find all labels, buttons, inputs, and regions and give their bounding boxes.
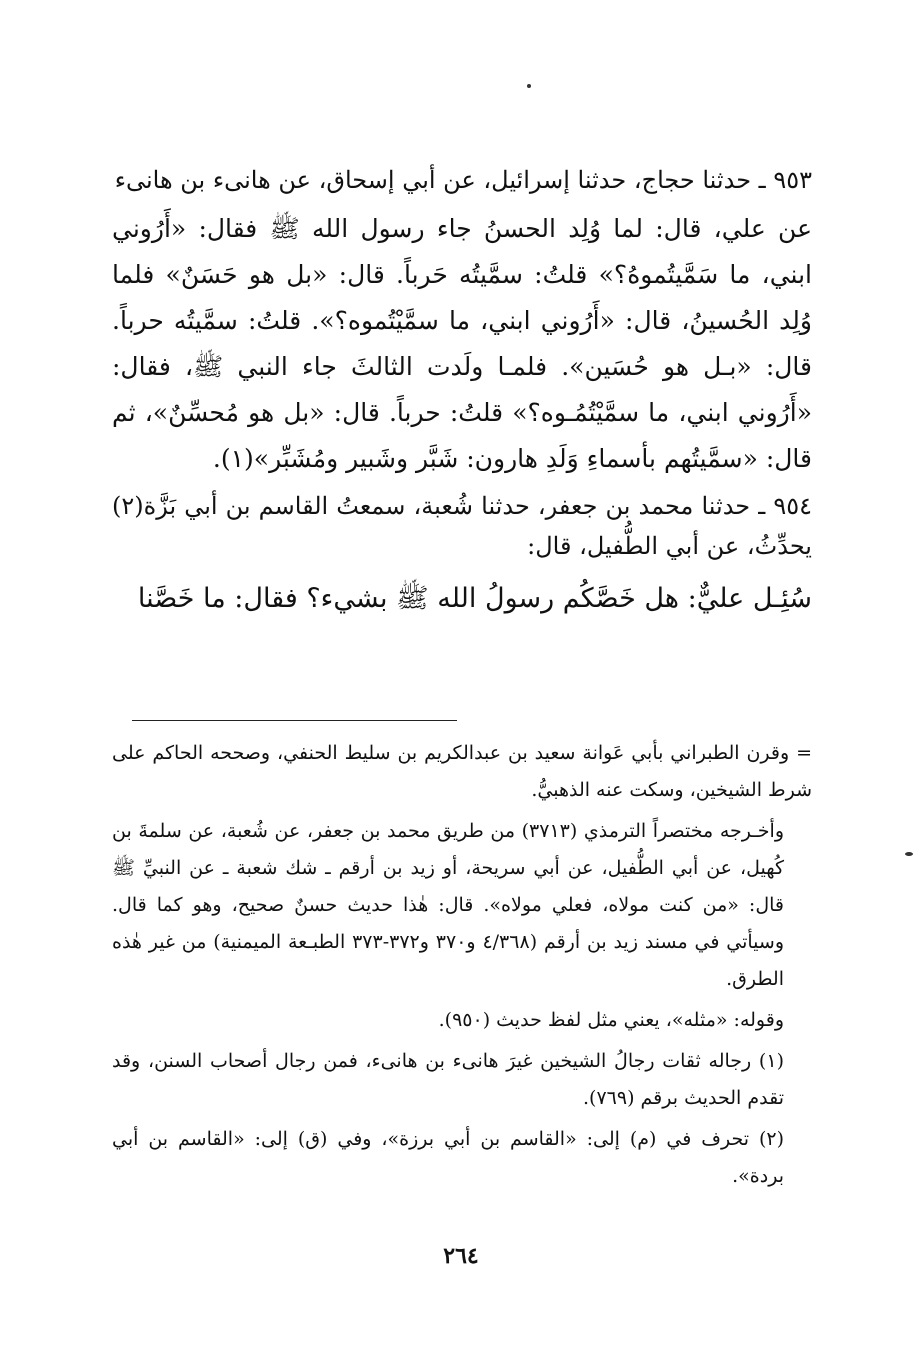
footnote-1: (١) رجاله ثقات رجالُ الشيخين غيرَ هانىء بن هانىء، فمن رجال أصحاب السنن، وقد تقدم الحديث برقم (٧٦٩). <box>112 1050 784 1109</box>
footnote-paragraph: وأخـرجه مختصراً الترمذي (٣٧١٣) من طريق محمد بن جعفر، عن شُعبة، عن سلمةَ بن كُهيل، عن أبي الطُّفيل، عن أبي سريحة، أو زيد بن أرقم ـ شك شعبة ـ عن النبيِّ ﷺ قال: «من كنت مولاه، فعلي مولاه». قال: هٰذا حديث حسنٌ صحيح، وهو كما قال. وسيأتي في مسند زيد بن أرقم (٤/٣٦٨ و٣٧٠ و٣٧٢-٣٧٣ الطبـعة الميمنية) من غير هٰذه الطرق. <box>112 820 785 990</box>
hadith-953-heading: ٩٥٣ ـ حدثنا حجاج، حدثنا إسرائيل، عن أبي إسحاق، عن هانىء بن هانىء <box>114 166 812 194</box>
page-number: ٢٦٤ <box>443 1243 479 1269</box>
footnote-separator <box>132 720 457 721</box>
footnote-2: (٢) تحرف في (م) إلى: «القاسم بن أبي برزة»، وفي (ق) إلى: «القاسم بن أبي بردة». <box>112 1128 784 1187</box>
ink-speck <box>527 84 531 88</box>
footnote-paragraph: وقوله: «مثله»، يعني مثل لفظ حديث (٩٥٠). <box>438 1009 784 1031</box>
hadith-953-text: عن علي، قال: لما وُلِد الحسنُ جاء رسول الله ﷺ فقال: «أَرُوني ابني، ما سَمَّيتُموهُ؟» قلتُ: سمَّيتُه حَرباً. قال: «بل هو حَسَنٌ» فلما وُلِد الحُسينُ، قال: «أَرُوني ابني، ما سمَّيْتُموه؟». قلتُ: سمَّيتُه حرباً. قال: «بـل هو حُسَين». فلمـا ولَدت الثالثَ جاء النبي ﷺ، فقال: «أَرُوني ابني، ما سمَّيْتُمُـوه؟» قلتُ: حرباً. قال: «بل هو مُحسِّنٌ»، ثم قال: «سمَّيتُهم بأسماءِ وَلَدِ هارون: شَبَّر وشَبير ومُشَبِّر»(١). <box>112 214 812 473</box>
main-text <box>112 160 812 622</box>
footnote-continuation: = وقرن الطبراني بأبي عَوانة سعيد بن عبدالكريم بن سليط الحنفي، وصححه الحاكم على شرط الشيخين، وسكت عنه الذهبيُّ. <box>112 742 812 801</box>
hadith-954-heading: ٩٥٤ ـ حدثنا محمد بن جعفر، حدثنا شُعبة، سمعتُ القاسم بن أبي بَزَّة(٢) يحدِّثُ، عن أبي الطُّفيل، قال: <box>112 492 812 560</box>
footnotes <box>112 735 812 1199</box>
ink-speck <box>905 852 913 856</box>
hadith-954-text: سُئِـل عليٌّ: هل خَصَّكُم رسولُ الله ﷺ بشيء؟ فقال: ما خَصَّنا <box>137 583 812 614</box>
